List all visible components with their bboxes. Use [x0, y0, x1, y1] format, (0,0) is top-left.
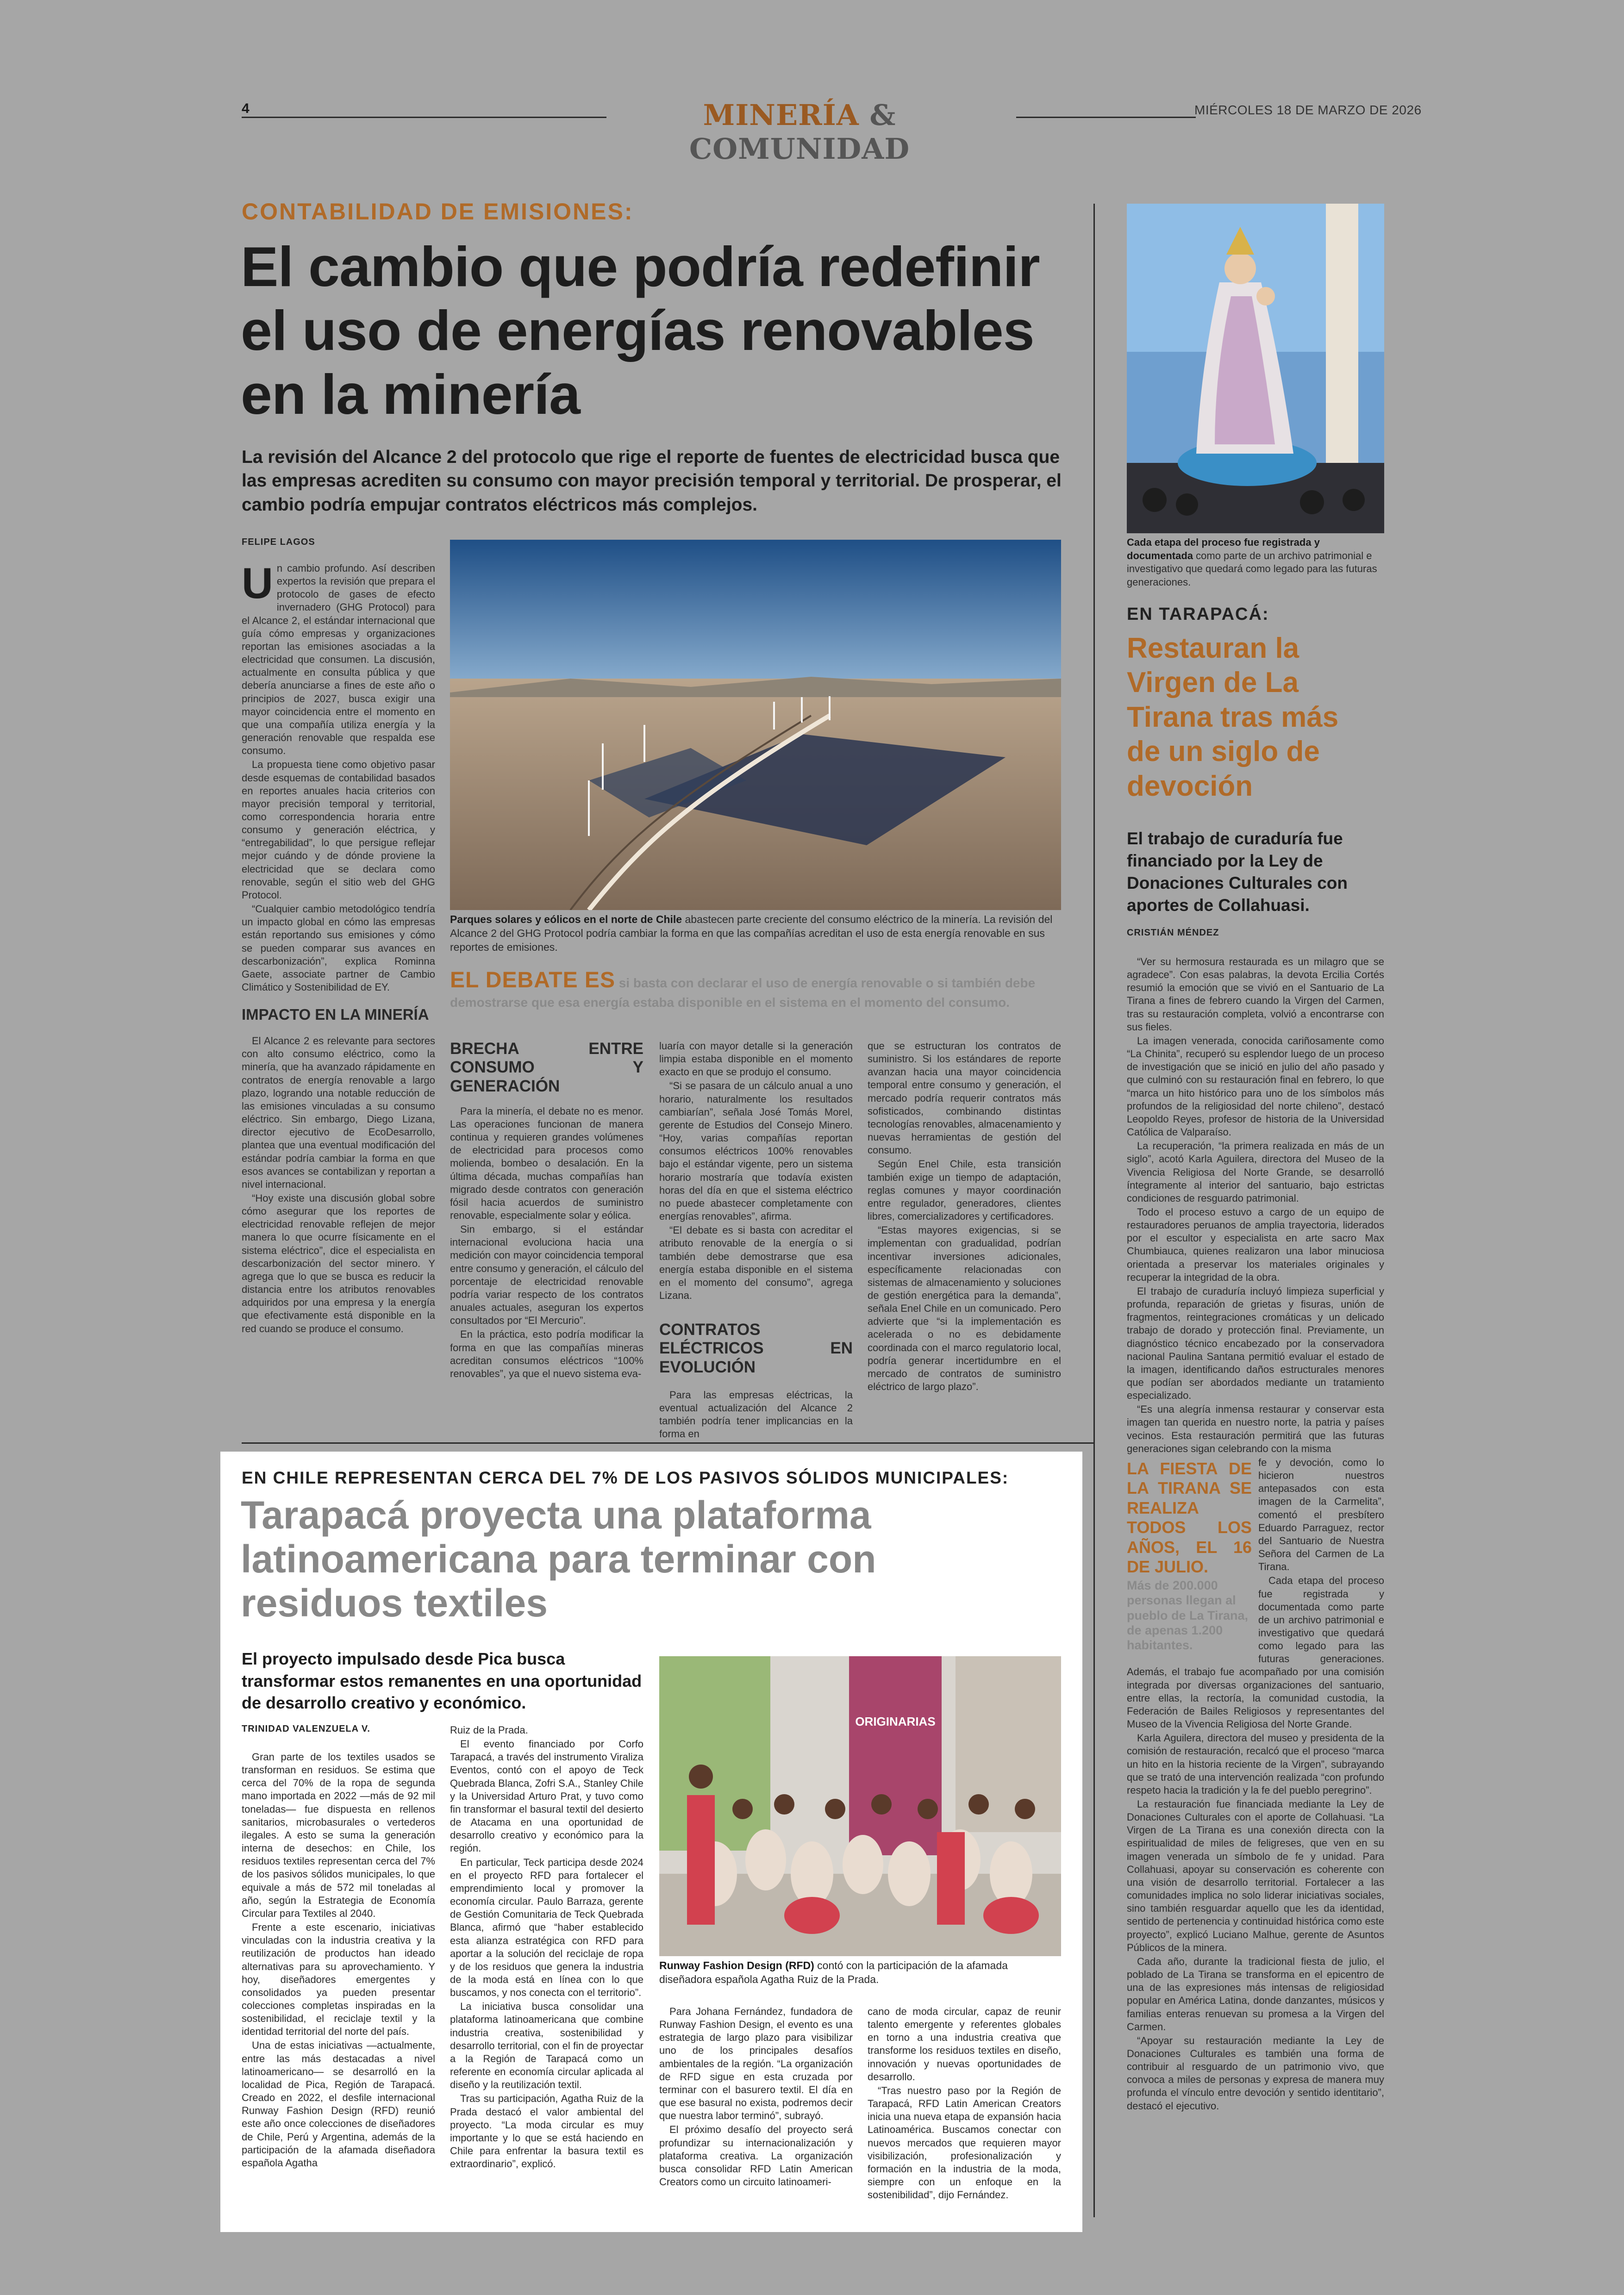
section-title [617, 98, 982, 166]
paragraph: El trabajo de curaduría incluyó limpieza superficial y profunda, reparación de grietas y fisuras, unión de fragmentos, reintegraciones cromáticas y un delicado trabajo de dorado y protección final. Previamente, un diagnóstico técnico encabezado por la conservadora nacional Paulina Santana permitió evaluar el estado de la imagen, identificando daños estructurales menores que podían ser abordados mediante un tratamiento especializado. [1127, 1285, 1384, 1402]
dropcap: U [242, 559, 273, 607]
textile-dek: El proyecto impulsado desde Pica busca transformar estos remanentes en una oportunidad de desarrollo creativo y económico. [242, 1649, 642, 1713]
sidebar-pull-text: Más de 200.000 personas llegan al pueblo de La Tirana, de apenas 1.200 habitantes. [1127, 1578, 1249, 1653]
paragraph: El próximo desafío del proyecto será profundizar su internacionalización y plataforma creativa. La organización busca consolidar RFD Latin American Creators como un circuito latinoameri- [659, 2124, 853, 2188]
rfd-banner-text: ORIGINARIAS [855, 1715, 936, 1728]
paragraph: Sin embargo, si el estándar internacional evoluciona hacia una medición con mayor coincidencia temporal entre consumo y generación, el cálculo del porcentaje de electricidad renovable podría variar respecto de los contratos anuales actuales, aseguran los expertos consultados por “El Mercurio”. [450, 1223, 643, 1327]
paragraph: “Ver su hermosura restaurada es un milagro que se agradece”. Con esas palabras, la devota Ercilia Cortés resumió la emoción que se vivió en el Santuario de La Tirana a fines de febrero cuando la Virgen del Carmen, tras su restauración completa, volvió a encontrarse con sus fieles. [1127, 956, 1384, 1033]
caption-text: abastecen parte creciente del consumo eléctrico de la minería. La revisión del Alcance 2 del GHG Protocol podría cambiar la forma en que las compañías acreditan el uso de esta energía renovable en sus reportes de emisiones. [450, 913, 1053, 953]
main-kicker: CONTABILIDAD DE EMISIONES: [242, 199, 634, 225]
horizontal-separator [242, 1442, 1093, 1444]
solar-park-illustration [450, 540, 1061, 910]
textile-kicker: EN CHILE REPRESENTAN CERCA DEL 7% DE LOS PASIVOS SÓLIDOS MUNICIPALES: [242, 1468, 1009, 1487]
paragraph: fe y devoción, como lo hicieron nuestros antepasados con esta imagen de la Carmelita”, comentó el presbítero Eduardo Parraguez, rector del Santuario de Nuestra Señora del Carmen de La Tirana. [1258, 1456, 1384, 1573]
paragraph: La recuperación, “la primera realizada en más de un siglo”, acotó Karla Aguilera, directora del Museo de la Vivencia Religiosa del Norte Grande, se desarrolló íntegramente al interior del santuario, bajo estrictas condiciones de resguardo patrimonial. [1127, 1140, 1384, 1204]
paragraph: Cada etapa del proceso fue registrada y documentada como parte de un archivo patrimonial e investigativo que quedará como legado para las futuras generaciones. Además, el trabajo fue acompañado por una comisión integrada por diversas organizaciones del santuario, entre ellas, la rectoría, la comunidad custodia, la Federación de Bailes Religiosos y representantes del Museo de la Vivencia Religiosa del Norte Grande. [1127, 1575, 1384, 1730]
paragraph: El evento financiado por Corfo Tarapacá, a través del instrumento Viraliza Eventos, contó con el apoyo de Teck Quebrada Blanca, Zofri S.A., Stanley Chile y la Universidad Arturo Prat, y tuvo como fin transformar el basural textil del desierto de Atacama en una oportunidad de desarrollo creativo y económico para la región. [450, 1738, 643, 1854]
paragraph: “Apoyar su restauración mediante la Ley de Donaciones Culturales es también una forma de contribuir al resguardo de un patrimonio vivo, que convoca a miles de personas y expresa de manera muy profunda el vínculo entre devoción y sentido identitario”, destacó el ejecutivo. [1127, 2034, 1384, 2112]
paragraph: La propuesta tiene como objetivo pasar desde esquemas de contabilidad basados en reportes anuales hacia criterios con mayor precisión temporal y territorial, como correspondencia horaria entre consumo y generación eléctrica, y “entregabilidad”, lo que persigue reflejar mejor cuándo y de dónde proviene la electricidad que se declara como renovable, según el sitio web del GHG Protocol. [242, 759, 435, 901]
paragraph: Para las empresas eléctricas, la eventual actualización del Alcance 2 también podría tener implicancias en la forma en [659, 1389, 853, 1440]
sidebar-pull-box [1127, 1459, 1252, 1653]
paragraph: “Es una alegría inmensa restaurar y conservar esta imagen tan querida en nuestro norte, la patria y países vecinos. Esta restauración permitirá que las futuras generaciones sigan celebrando con la misma [1127, 1403, 1384, 1454]
main-col1 [242, 559, 435, 1336]
header-rule-left [242, 117, 606, 118]
paragraph: cano de moda circular, capaz de reunir talento emergente y referentes globales en torno a una industria creativa que transforme los residuos textiles en diseño, innovación y nuevas oportunidades de desarrollo. [868, 2006, 1061, 2083]
main-dek: La revisión del Alcance 2 del protocolo que rige el reporte de fuentes de electricidad busca que las empresas acrediten su consumo con mayor precisión temporal y territorial. De prosperar, el cambio podría empujar contratos eléctricos más complejos. [242, 447, 1062, 515]
paragraph: Ruiz de la Prada. [450, 1724, 528, 1736]
caption-text: como parte de un archivo patrimonial e investigativo que quedará como legado para las futuras generaciones. [1127, 549, 1377, 588]
paragraph: La iniciativa busca consolidar una plataforma latinoamericana que combine industria creativa, sostenibilidad y desarrollo territorial, con el fin de proyectar a la Región de Tarapacá como un referente en economía circular aplicada al diseño y la reutilización textil. [450, 2001, 643, 2091]
paragraph: “El debate es si basta con acreditar el atributo renovable de la energía o si también debe demostrarse que esa energía estaba disponible en el sistema en el momento del consumo”, agrega Lizana. [659, 1224, 853, 1301]
main-col4 [868, 1040, 1061, 1394]
subhead-contratos: CONTRATOS ELÉCTRICOS EN EVOLUCIÓN [659, 1321, 853, 1376]
paragraph: luaría con mayor detalle si la generación limpia estaba disponible en el momento exacto en que se produjo el consumo. [659, 1040, 853, 1078]
rfd-group-illustration [659, 1656, 1061, 1956]
main-byline: FELIPE LAGOS [242, 537, 315, 547]
caption-text: contó con la participación de la afamada diseñadora española Agatha Ruiz de la Prada. [659, 1959, 1008, 1985]
paragraph: Cada año, durante la tradicional fiesta de julio, el poblado de La Tirana se transforma en el epicentro de una de las expresiones más intensas de religiosidad popular en América Latina, donde danzantes, músicos y familias enteras renuevan su promesa a la Virgen del Carmen. [1127, 1955, 1384, 2033]
main-col3 [659, 1040, 853, 1442]
paragraph: “Si se pasara de un cálculo anual a uno horario, naturalmente los resultados cambiarían”, señala José Tomás Morel, gerente de Estudios del Consejo Minero. “Hoy, varias compañías reportan consumos eléctricos 100% renovables bajo el estándar vigente, pero un sistema horario mostraría que todavía existen horas del día en que el sistema eléctrico no puede abastecer completamente con energías renovables”, afirma. [659, 1080, 853, 1222]
textile-col2 [450, 1724, 643, 2171]
paragraph: El Alcance 2 es relevante para sectores con alto consumo eléctrico, como la minería, que ha avanzado rápidamente en contratos de energía renovable a largo plazo, logrando una notable reducción de las emisiones vinculadas a su consumo eléctrico. Sin embargo, Diego Lizana, director ejecutivo de EcoDesarrollo, plantea que una eventual modificación del estándar podría cambiar la forma en que esos avances se contabilizan y reportan a nivel internacional. [242, 1035, 435, 1190]
paragraph: “Estas mayores exigencias, si se implementan con gradualidad, podrían incentivar inversiones adicionales, específicamente relacionadas con sistemas de almacenamiento y soluciones de gestión energética para la demanda”, señala Enel Chile en un comunicado. Pero advierte que “si la implementación es acelerada o no es debidamente coordinada con el marco regulatorio local, podría generar incertidumbre en el mercado de contratos de suministro eléctrico de largo plazo”. [868, 1224, 1061, 1393]
solar-park-photo [450, 540, 1061, 910]
paragraph: En particular, Teck participa desde 2024 en el proyecto RFD para fortalecer el emprendimiento local y promover la economía circular. Paulo Barraza, gerente de Gestión Comunitaria de Teck Quebrada Blanca, afirmó que “haber establecido esta alianza estratégica con RFD para aportar a la solución del reciclaje de ropa y de los residuos que genera la industria de la moda está en línea con lo que buscamos, y nos conecta con el territorio”. [450, 1856, 643, 1999]
virgen-photo-caption [1127, 536, 1384, 589]
paragraph: Frente a este escenario, iniciativas vinculadas con la industria creativa y la reutilización de productos han ideado alternativas para su aprovechamiento. Y hoy, diseñadores emergentes y consolidados ya pueden presentar colecciones completas inspiradas en la sostenibilidad, el reciclaje textil y la identidad territorial del norte del país. [242, 1921, 435, 2038]
subhead-brecha: BRECHA ENTRE CONSUMO Y GENERACIÓN [450, 1040, 643, 1095]
paragraph: La restauración fue financiada mediante la Ley de Donaciones Culturales con el aporte de Collahuasi. “La Virgen de La Tirana es una conexión directa con la espiritualidad de miles de feligreses, que ven en su imagen venerada un símbolo de fe y unidad. Para Collahuasi, apoyar su conservación es coherente con una visión de desarrollo territorial. Fortalecer a las comunidades implica no solo liderar iniciativas sociales, sino también resguardar aquello que les da identidad, sentido de pertenencia y continuidad histórica como este proyecto”, explicó Luciano Malhue, gerente de Asuntos Públicos de la minera. [1127, 1798, 1384, 1953]
section-title-amp: & COMUNIDAD [689, 98, 910, 166]
paragraph: La imagen venerada, conocida cariñosamente como “La Chinita”, recuperó su esplendor luego de un proceso de investigación que se inició en julio del año pasado y que culminó con su restauración final en febrero, lo que “marca un hito histórico para uno de los símbolos más profundos de la religiosidad del norte chileno”, destacó Leopoldo Reyes, profesor de historia de la Universidad Católica de Valparaíso. [1127, 1035, 1384, 1138]
textile-col1 [242, 1751, 435, 2170]
sidebar-pull-head: LA FIESTA DE LA TIRANA SE REALIZA TODOS LOS AÑOS, EL 16 DE JULIO. [1127, 1459, 1252, 1577]
paragraph: Una de estas iniciativas —actualmente, entre las más destacadas a nivel latinoamericano— se desarrolló en la localidad de Pica, Región de Tarapacá. Creado en 2022, el desfile internacional Runway Fashion Design (RFD) reunió este año once colecciones de diseñadores de Chile, Perú y Argentina, además de la participación de la afamada diseñadora española Agatha [242, 2039, 435, 2169]
sidebar-headline: Restauran la Virgen de La Tirana tras más de un siglo de devoción [1127, 632, 1339, 802]
header-rule-right [1016, 117, 1196, 118]
caption-bold: Cada etapa del proceso fue registrada y documentada [1127, 536, 1320, 561]
main-col2 [450, 1040, 643, 1381]
paragraph: Todo el proceso estuvo a cargo de un equipo de restauradores peruanos de amplia trayectoria, liderados por el escultor y especialista en arte sacro Max Chumbiauca, quienes realizaron una labor minuciosa orientada a preservar los materiales originales y recuperar la integridad de la obra. [1127, 1206, 1384, 1283]
paragraph: “Tras nuestro paso por la Región de Tarapacá, RFD Latin American Creators inicia una nueva etapa de expansión hacia Latinoamérica. Buscamos conectar con nuevos mercados que requieren mayor visibilización, profesionalización y formación en la industria de la moda, siempre con un enfoque en la sostenibilidad”, dijo Fernández. [868, 2084, 1061, 2201]
vertical-separator [1093, 204, 1095, 2217]
paragraph: Gran parte de los textiles usados se transforman en residuos. Se estima que cerca del 70% de la ropa de segunda mano importada en 2022 —más de 92 mil toneladas— fue dispuesta en rellenos sanitarios, microbasurales o vertederos ilegales. A esto se suma la generación interna de desechos: en Chile, los residuos textiles representan cerca del 7% de los pasivos sólidos municipales, lo que equivale a más de 572 mil toneladas al año, según la Estrategia de Economía Circular para Textiles al 2040. [242, 1751, 435, 1919]
paragraph: que se estructuran los contratos de suministro. Si los estándares de reporte avanzan hacia una mayor coincidencia temporal entre consumo y generación, el mercado podría requerir contratos más sofisticados, combinando distintas tecnologías renovables, almacenamiento y nuevas herramientas de gestión del consumo. [868, 1040, 1061, 1156]
sidebar-byline: CRISTIÁN MÉNDEZ [1127, 928, 1219, 938]
rfd-photo [659, 1656, 1061, 1956]
main-headline: El cambio que podría redefinir el uso de energías renovables en la minería [241, 235, 1040, 426]
sidebar-kicker: EN TARAPACÁ: [1127, 605, 1269, 624]
rfd-photo-caption [659, 1959, 1061, 1987]
paragraph: “Cualquier cambio metodológico tendría un impacto global en cómo las empresas están reportando sus emisiones y cómo se pueden comparar sus avances en descarbonización”, explica Rominna Gaete, associate partner de Cambio Climático y Sostenibilidad de EY. [242, 903, 435, 993]
paragraph: Para Johana Fernández, fundadora de Runway Fashion Design, el evento es una estrategia de largo plazo para visibilizar uno de los principales desafíos ambientales de la región. “La organización de RFD sigue en esta cruzada por terminar con el basurero textil. El día en que ese basural no exista, podremos decir que nuestra labor terminó”, subrayó. [659, 2006, 853, 2122]
virgen-photo [1127, 204, 1384, 533]
textile-col4 [868, 2005, 1061, 2202]
main-col1-lead: n cambio profundo. Así describen expertos la revisión que prepara el protocolo de gases de efecto invernadero (GHG Protocol) para el Alcance 2, el estándar internacional que guía cómo empresas y organizaciones reportan las emisiones asociadas a la electricidad que consumen. La discusión, actualmente en consulta pública y que debería anunciarse a fines de este año o principios de 2027, busca exigir una mayor coincidencia entre el momento en que una compañía utiliza energía y la generación renovable que respalda ese consumo. [242, 562, 435, 757]
textile-col3 [659, 2005, 853, 2189]
paragraph: Tras su participación, Agatha Ruiz de la Prada destacó el valor ambiental del proyecto. “La moda circular es muy importante y lo que se está haciendo en Chile para enfrentar la basura textil es extraordinario”, explicó. [450, 2093, 643, 2170]
paragraph: Karla Aguilera, directora del museo y presidenta de la comisión de restauración, recalcó que el proceso “marca un hito en la historia reciente de la Virgen”, subrayando que se trató de una intervención realizada “con profundo respeto hacia la tradición y la fe del pueblo peregrino”. [1127, 1732, 1384, 1796]
caption-bold: Parques solares y eólicos en el norte de Chile [450, 913, 682, 925]
issue-date: MIÉRCOLES 18 DE MARZO DE 2026 [1194, 103, 1422, 117]
subhead-impacto: IMPACTO EN LA MINERÍA [242, 1006, 429, 1023]
solar-photo-caption [450, 913, 1061, 954]
paragraph: En la práctica, esto podría modificar la forma en que las compañías mineras acreditan consumos eléctricos “100% renovables”, ya que el nuevo sistema eva- [450, 1328, 643, 1379]
sidebar-body [1127, 955, 1384, 2114]
pull-quote-text: si basta con declarar el uso de energía renovable o si también debe demostrarse que esa energía estaba disponible en el sistema en el momento del consumo. [450, 976, 1036, 1010]
section-title-main: MINERÍA [703, 98, 859, 132]
paragraph: Para la minería, el debate no es menor. Las operaciones funcionan de manera continua y requieren grandes volúmenes de electricidad para procesos como molienda, bombeo o desalación. En la última década, muchas compañías han migrado desde contratos con generación fósil hacia acuerdos de suministro renovable, especialmente solar y eólica. [450, 1105, 643, 1221]
sidebar-dek: El trabajo de curaduría fue financiado por la Ley de Donaciones Culturales con aportes de Collahuasi. [1127, 829, 1348, 915]
page-number: 4 [242, 101, 250, 116]
caption-bold: Runway Fashion Design (RFD) [659, 1959, 814, 1971]
textile-byline: TRINIDAD VALENZUELA V. [242, 1724, 370, 1734]
pull-quote-label: EL DEBATE ES [450, 968, 615, 992]
paragraph: “Hoy existe una discusión global sobre cómo asegurar que los reportes de electricidad renovable reflejen de mejor manera lo que ocurre físicamente en el sistema eléctrico”, dice el especialista en descarbonización del sector minero. Y agrega que lo que se busca es reducir la distancia entre los atributos renovables adquiridos por una empresa y la energía que efectivamente está disponible en la red cuando se produce el consumo. [242, 1192, 435, 1335]
paragraph: Según Enel Chile, esta transición también exige un tiempo de adaptación, reglas comunes y mayor coordinación entre regulador, generadores, clientes libres, comercializadores y certificadores. [868, 1158, 1061, 1222]
pull-quote [450, 967, 1061, 1010]
virgen-illustration [1127, 204, 1384, 533]
textile-headline: Tarapacá proyecta una plataforma latinoamericana para terminar con residuos textiles [241, 1493, 876, 1625]
